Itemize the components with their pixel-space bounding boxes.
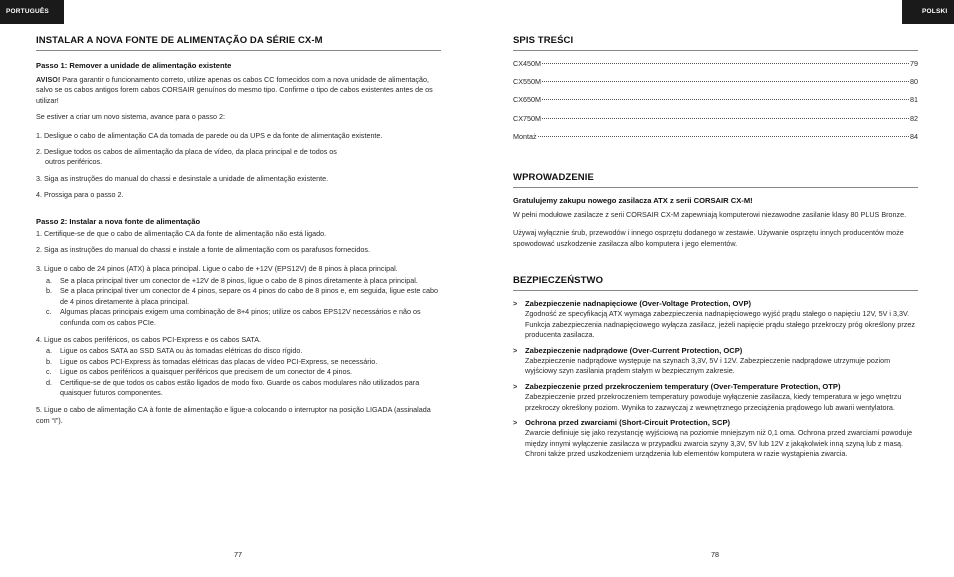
sub-list-item: d. Certifique-se de que todos os cabos estão ligados de modo fixo. Guarde os cabos modulares não utilizados para quaisquer futuros componentes. [46,377,420,397]
list-item [36,147,441,168]
new-system-note: Se estiver a criar um novo sistema, avance para o passo 2: [36,112,225,122]
left-page-title: INSTALAR A NOVA FONTE DE ALIMENTAÇÃO DA SÉRIE CX-M [36,35,441,51]
sub-list-item: b. Se a placa principal tiver um conector de 4 pinos, separe os 4 pinos do cabo de 8 pinos e, em seguida, ligue este cabo de 4 pinos diretamente à placa principal. [46,286,438,306]
right-page [513,35,918,465]
warning-text: Para garantir o funcionamento correto, utilize apenas os cabos CC fornecidos com a nova unidade de alimentação, salvo se os cabos antigos forem cabos CORSAIR genuínos do mesmo tipo. Confirme o tipo de cabos existentes antes de os utilizar! [36,75,433,105]
safety-item: > Zabezpieczenie przed przekroczeniem temperatury (Over-Temperature Protection, OTP) Zabezpieczenie przed przekroczeniem temperatury powoduje wyłączenie zasilacza, kiedy temperatura w jego wnętrzu przekroczy określony poziom. Wynika to zazwyczaj z wewnętrznego przeciążenia prądowego lub awarii wentylatora. [513,381,902,412]
step1-list [36,131,441,201]
toc-row[interactable]: CX750M 82 [513,113,918,123]
intro-paragraph: W pełni modułowe zasilacze z serii CORSAIR CX-M zapewniają komputerowi niezawodne zasilanie klasy 80 PLUS Bronze. [513,209,907,219]
sub-list-item: c. Algumas placas principais exigem uma combinação de 8+4 pinos; utilize os cabos EPS12V necessários e não os confunda com os cabos PCIe. [46,307,421,327]
toc-title: SPIS TREŚCI [513,35,918,51]
list-item [36,264,441,327]
list-item [36,335,441,398]
toc-row[interactable]: CX550M 80 [513,77,918,87]
list-item: 4. Prossiga para o passo 2. [36,190,124,200]
intro-paragraph: Używaj wyłącznie śrub, przewodów i innego osprzętu dodanego w zestawie. Używanie osprzętu innych producentów może spowodować uszkodzenie zasilacza albo komputera i jego elementów. [513,228,904,248]
intro-subtitle: Gratulujemy zakupu nowego zasilacza ATX z serii CORSAIR CX-M! [513,195,753,205]
warning-label: AVISO! [36,75,61,84]
step2-list [36,229,441,427]
page-number-right: 78 [711,550,719,559]
list-item: 3. Siga as instruções do manual do chassi e desinstale a unidade de alimentação existente. [36,173,329,183]
toc-leader [542,81,909,82]
chevron-right-icon: > [513,381,518,391]
sub-list-item: a. Se a placa principal tiver um conector de +12V de 8 pinos, ligue o cabo de 8 pinos diretamente à placa principal. [46,275,418,285]
list-item: 2. Siga as instruções do manual do chassi e instale a fonte de alimentação com os parafusos fornecidos. [36,245,371,255]
safety-list [513,299,918,460]
safety-item: > Zabezpieczenie nadnapięciowe (Over-Voltage Protection, OVP) Zgodność ze specyfikacją ATX wymaga zabezpieczenia nadnapięciowego wyjść prądu stałego o napięciu 12V, 5V i 3,3V. Funkcja zabezpieczenia nadnapięciowego wyłącza zasilacz, jeżeli napięcie prądu stałego przekroczy próg określony przez producenta zasilacza. [513,298,915,340]
list-item-line: 4. Ligue os cabos periféricos, os cabos PCI-Express e os cabos SATA. [36,334,262,344]
list-item: 1. Certifique-se de que o cabo de alimentação CA da fonte de alimentação não está ligado. [36,228,327,238]
toc-leader [542,99,909,100]
list-item: 1. Desligue o cabo de alimentação CA da tomada de parede ou da UPS e da fonte de alimentação existente. [36,130,383,140]
list-item-line: outros periféricos. [45,157,103,167]
language-tab-portuguese: PORTUGUÊS [0,0,64,24]
chevron-right-icon: > [513,418,518,428]
sub-list-item: b. Ligue os cabos PCI-Express às tomadas elétricas das placas de vídeo PCI-Express, se necessário. [46,356,378,366]
table-of-contents [513,59,918,142]
toc-leader [538,136,909,137]
list-item: 5. Ligue o cabo de alimentação CA à fonte de alimentação e ligue-a colocando o interruptor na posição LIGADA (assinalada com “I”). [36,405,431,425]
toc-row[interactable]: CX450M 79 [513,59,918,68]
step2-title: Passo 2: Instalar a nova fonte de alimentação [36,216,201,226]
toc-leader [542,63,909,64]
step1-title: Passo 1: Remover a unidade de alimentação existente [36,61,232,70]
safety-item: > Ochrona przed zwarciami (Short-Circuit Protection, SCP) Zwarcie definiuje się jako rezystancję wyjściową na poziomie mniejszym niż 0,1 oma. Ochrona przed zwarciami powoduje między innymi wyłączenie zasilacza w przypadku zwarcia szyny 3,3V, 5V lub 12V z jakąkolwiek inną szyną lub z masą. Chroni także przed uszkodzeniem urządzenia lub elementów komputera w razie wystąpienia zwarcia. [513,418,913,459]
chevron-right-icon: > [513,345,518,355]
sub-list-item: a. Ligue os cabos SATA ao SSD SATA ou às tomadas elétricas do disco rígido. [46,346,303,356]
safety-item: > Zabezpieczenie nadprądowe (Over-Current Protection, OCP) Zabezpieczenie nadprądowe występuje na szynach 3,3V, 5V i 12V. Zabezpieczenie nadprądowe utrzymuje poziom wyjściowy szyn zasilania prądem stałym w bezpiecznym zakresie. [513,345,891,376]
warning-paragraph [36,75,441,106]
left-page [36,35,441,432]
list-item-line: 3. Ligue o cabo de 24 pinos (ATX) à placa principal. Ligue o cabo de +12V (EPS12V) de 8 pinos à placa principal. [36,264,398,274]
step2-3-sublist [36,276,441,328]
step2-4-sublist [36,346,441,398]
page-number-left: 77 [234,550,242,559]
list-item-line: 2. Desligue todos os cabos de alimentação da placa de vídeo, da placa principal e de todos os [36,147,337,157]
safety-title: BEZPIECZEŃSTWO [513,275,918,291]
language-tab-polish: POLSKI [902,0,954,24]
toc-row[interactable]: Montaż 84 [513,131,918,141]
toc-leader [542,118,909,119]
intro-title: WPROWADZENIE [513,172,918,188]
chevron-right-icon: > [513,298,518,308]
toc-row[interactable]: CX650M 81 [513,95,918,105]
sub-list-item: c. Ligue os cabos periféricos a quaisquer periféricos que precisem de um conector de 4 pinos. [46,367,353,377]
